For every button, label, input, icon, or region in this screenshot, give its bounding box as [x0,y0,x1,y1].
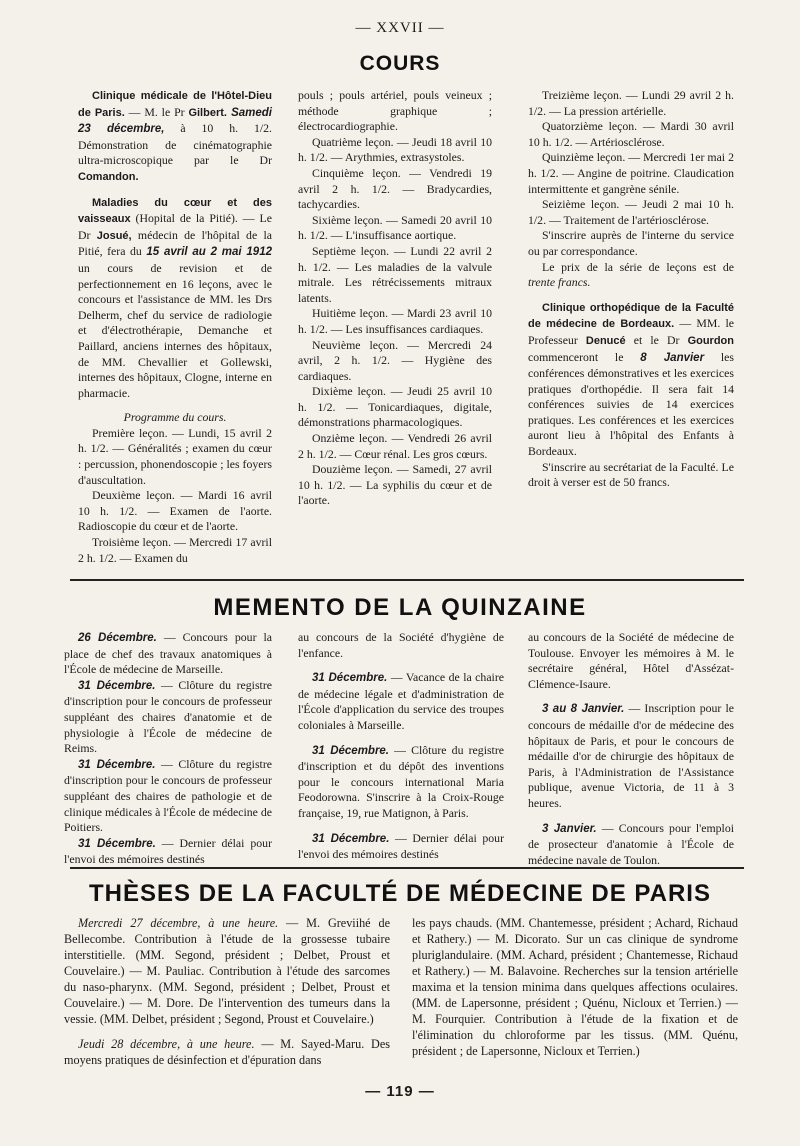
lecon-10: Dixième leçon. — Jeudi 25 avril 10 h. 1/2. — Tonicardiaques, digitale, démonstrations pharmacologiques. [298,384,492,430]
memento-entry [528,701,734,811]
entry-date: 31 Décembre. [312,672,388,685]
entry-date: 31 Décembre. [312,744,390,757]
clinique-bordeaux-paragraph [528,300,734,460]
theses-column-2 [412,915,738,1059]
name-josue: Josué, [96,229,132,242]
clinique-title: Clinique médicale de l'Hôtel-Dieu de Paris. [78,90,272,119]
theses-text: — M. Sayed-Maru. Des moyens pratiques de désinfection et d'épuration dans [64,1037,390,1067]
theses-column-1 [64,915,390,1068]
maladies-coeur-paragraph [78,195,272,402]
lecon-1: Première leçon. — Lundi, 15 avril 2 h. 1/2. — Généralités ; examen du cœur : percussion, phonendoscopie ; les foyers d'auscultation. [78,425,272,487]
entry-text: — Clôture du registre d'inscription pour le concours de professeur suppléant des chaires de pathologie et de clinique médicales à l'École de médecine de Poitiers. [64,756,272,835]
lecon-11: Onzième leçon. — Vendredi 26 avril 2 h. 1/2. — Cœur rénal. Les gros cœurs. [298,431,492,461]
cours-column-3 [528,88,734,491]
section-divider [70,867,744,869]
prix-value: trente francs. [528,275,591,290]
memento-column-2 [298,630,504,863]
cours-heading: COURS [359,52,441,75]
memento-entry-continued: au concours de la Société de médecine de Toulouse. Envoyer les mémoires à M. le secrétaire général, Hôtel d'Assézat-Clémence-Isaure. [528,630,734,691]
text-run: (Hopital de la Pitié). — Le Dr [78,211,272,242]
memento-entry [64,678,272,757]
lecon-5: Cinquième leçon. — Vendredi 19 avril 2 h. 1/2. — Bradycardies, tachycardies. [298,165,492,212]
entry-text: — Dernier délai pour l'envoi des mémoires destinés [64,835,273,867]
memento-entry [528,821,734,869]
entry-text: — Concours pour la place de chef des travaux anatomiques à l'École de médecine de Marseille. [64,630,273,677]
bottom-page-number: — 119 — [365,1083,435,1100]
lecon-2: Deuxième leçon. — Mardi 16 avril 10 h. 1/2. — Examen de l'aorte. Radioscopie du cœur et de l'aorte. [78,488,272,534]
text-run: un cours de revision et de perfectionnement en 16 leçons, avec le concours et l'assistance de MM. les Drs Delherm, chef du service de radiologie et d'électrothérapie, Demanche et Paillard, anciens internes des hôpitaux, de MM. Chevallier et Gollewski, internes des hôpitaux, Clogne, interne en pharmacie. [78,260,272,400]
memento-entry [64,757,272,836]
theses-entry-continued: les pays chauds. (MM. Chantemesse, président ; Achard, Richaud et Rathery.) — M. Dicorato. Sur un cas clinique de syndrome pluriglandulaire. (MM. Achard, président ; Chantemesse, Richaud et Rathery.) — M. Balavoine. Recherches sur la tension artérielle maxima et la tension minima dans quelques affections oculaires. (MM. de Lapersonne, président ; Quénu, Nicloux et Terrien.) — M. Fourquier. Contribution à l'étude de la fixation et de l'élimination du chloroforme par les tissus. (MM. Quénu, président ; de Lapersonne, Nicloux et Terrien.) [412,916,738,1058]
cours-column-1 [78,88,272,566]
theses-entry [64,1036,390,1068]
entry-date: 31 Décembre. [78,758,156,771]
memento-entry [64,836,272,868]
name-denuce: Denucé [585,334,626,347]
name-gilbert: Gilbert. [188,106,227,119]
name-comandon: Comandon. [78,170,139,183]
secretariat-note: S'inscrire au secrétariat de la Faculté. Le droit à verser est de 50 francs. [528,459,734,490]
entry-text: — Clôture du registre d'inscription et du dépôt des inventions pour le concours international Maria Feodorowna. S'inscrire à la Croix-Rouge française, 19, rue Matignon, à Paris. [298,742,505,820]
date-23-decembre: Samedi 23 décembre, [78,106,272,136]
date-avril-mai: 15 avril au 2 mai 1912 [146,246,272,259]
theses-heading: THÈSES DE LA FACULTÉ DE MÉDECINE DE PARIS [89,880,711,907]
memento-column-3 [528,630,734,868]
text-run: les conférences démonstratives et les exercices pratiques d'orthopédie. Il sera fait 14 conférences suivies de 14 exercices pratiques. Les conférences et les exercices auront lieu à l'hôpital des Enfants à Bordeaux. [528,349,735,459]
text-run: — M. le Pr [124,104,189,119]
memento-heading: MEMENTO DE LA QUINZAINE [213,594,587,621]
memento-entry-continued: au concours de la Société d'hygiène de l'enfance. [298,630,504,660]
text-run: Le prix de la série de leçons est de [542,259,734,274]
programme-label: Programme du cours. [123,410,227,425]
memento-column-1 [64,630,272,868]
lecon-16: Seizième leçon. — Jeudi 2 mai 10 h. 1/2. — Traitement de l'artériosclérose. [528,197,734,227]
entry-text: — Vacance de la chaire de médecine légale et d'administration de l'École d'application du service des troupes coloniales à Marseille. [298,670,504,732]
theses-date: Jeudi 28 décembre, à une heure. [78,1037,255,1051]
text-run: à 10 h. 1/2. Démonstration de cinématographie ultra-microscopique par le Dr [78,121,273,168]
theses-date: Mercredi 27 décembre, à une heure. [78,916,279,930]
entry-text: — Dernier délai pour l'envoi des mémoires destinés [298,830,504,862]
entry-text: — Inscription pour le concours de médaille d'or de médecine des hôpitaux de Paris, et pour le concours de médaille d'or de chirurgie des hôpitaux de Paris, à l'Administration de l'Assistance publique, avenue Victoria, de 11 à 3 heures. [528,701,735,810]
entry-date: 3 au 8 Janvier. [542,703,625,716]
cours-column-2 [298,88,492,509]
clinique-bordeaux-title: Clinique orthopédique de la Faculté de médecine de Bordeaux. [528,301,734,331]
memento-entry [64,630,272,678]
lecon-12: Douzième leçon. — Samedi, 27 avril 10 h. 1/2. — La syphilis du cœur et de l'aorte. [298,462,492,508]
lecon-3-continued: pouls ; pouls artériel, pouls veineux ; méthode graphique ; électrocardiographie. [298,88,492,134]
maladies-title: Maladies du cœur et des vaisseaux [78,196,272,226]
clinique-hotel-dieu-paragraph [78,88,272,186]
date-8-janvier: 8 Janvier [640,351,705,364]
entry-text: — Clôture du registre d'inscription pour le concours de professeur suppléant des chaires d'anatomie et de physiologie à l'École de médecine de Reims. [64,677,272,756]
memento-entry [298,670,504,733]
entry-date: 31 Décembre. [78,679,156,692]
lecon-4: Quatrième leçon. — Jeudi 18 avril 10 h. 1/2. — Arythmies, extrasystoles. [298,134,492,165]
text-run: et le Dr [625,332,688,347]
lecon-15: Quinzième leçon. — Mercredi 1er mai 2 h. 1/2. — Angine de poitrine. Claudication intermittente et gangrène sénile. [528,150,734,196]
theses-text: — M. Greviihé de Bellecombe. Contribution à l'étude de la grossesse tubaire interstitielle. (MM. Segond, président ; Delbet, Proust et Couvelaire.) — M. Pauliac. Contribution à l'étude des sarcomes du naso-pharynx. (MM. Segond, président ; Delbet, Proust et Couvelaire.) — M. Dore. De l'intervention des tumeurs dans la vessie. (MM. Delbet, président ; Segond, Proust et Couvelaire.) [64,916,390,1026]
entry-date: 3 Janvier. [542,822,597,835]
text-run: — MM. le Professeur [528,316,734,347]
lecon-3: Troisième leçon. — Mercredi 17 avril 2 h. 1/2. — Examen du [78,535,272,565]
name-gourdon: Gourdon [687,334,734,347]
top-page-number: — XXVII — [355,20,445,36]
inscription-note: S'inscrire auprès de l'interne du service ou par correspondance. [528,228,734,258]
lecon-13: Treizième leçon. — Lundi 29 avril 2 h. 1/2. — La pression artérielle. [528,88,734,118]
section-divider [70,579,744,581]
theses-entry [64,915,390,1027]
entry-text: — Concours pour l'emploi de prosecteur d'anatomie à l'École de médecine navale de Toulon. [528,820,734,867]
text-run: médecin de l'hôpital de la Pitié, fera du [78,227,272,259]
entry-date: 31 Décembre. [78,837,156,850]
lecon-14: Quatorzième leçon. — Mardi 30 avril 10 h. 1/2. — Artériosclérose. [528,119,734,149]
lecon-6: Sixième leçon. — Samedi 20 avril 10 h. 1/2. — L'insuffisance aortique. [298,212,492,243]
entry-date: 26 Décembre. [78,632,157,644]
lecon-9: Neuvième leçon. — Mercredi 24 avril, 2 h. 1/2. — Hygiène des cardiaques. [298,337,492,383]
prix-note [528,260,734,291]
lecon-7: Septième leçon. — Lundi 22 avril 2 h. 1/2. — Les maladies de la valvule mitrale. Les rétrécissements mitraux latents. [298,243,492,305]
lecon-8: Huitième leçon. — Mardi 23 avril 10 h. 1/2. — Les insuffisances cardiaques. [298,306,492,336]
entry-date: 31 Décembre. [312,832,390,845]
memento-entry [298,831,504,863]
memento-entry [298,743,504,822]
text-run: commenceront le [528,349,641,364]
